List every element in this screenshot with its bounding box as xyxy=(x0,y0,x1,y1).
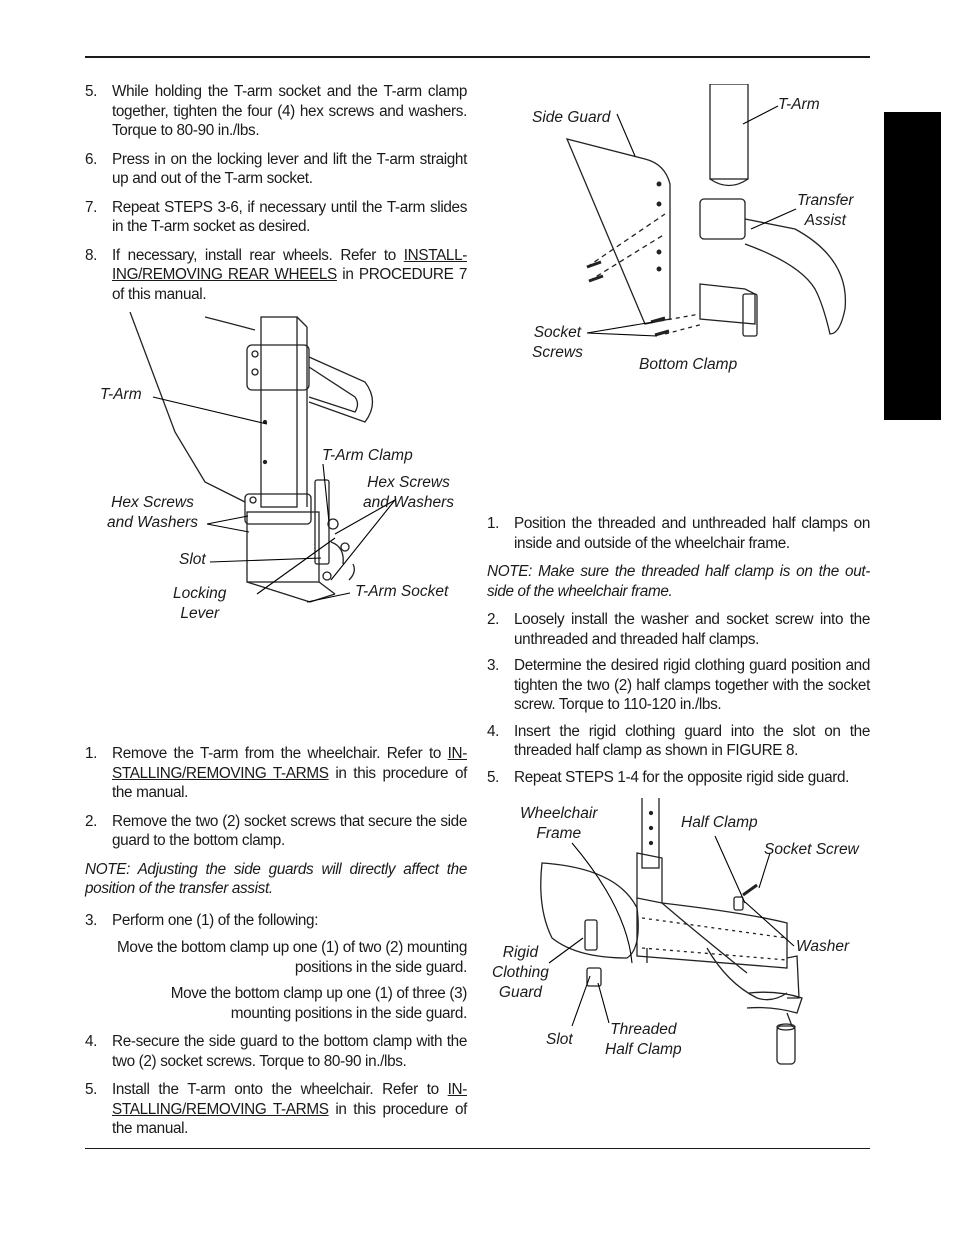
step-item xyxy=(85,1080,467,1139)
side-guard-adjust-steps xyxy=(85,744,467,1139)
rear-wheels-reference-link[interactable]: INSTALL-ING/REMOVING REAR WHEELS xyxy=(112,246,467,283)
step-number: 5. xyxy=(85,1081,98,1098)
step-number: 7. xyxy=(85,198,98,216)
label-socket-screw: Socket Screw xyxy=(764,841,859,858)
label-slot-clothing: Slot xyxy=(546,1031,573,1048)
section-side-tab xyxy=(884,112,941,420)
label-socket-screws: Socket Screws xyxy=(532,324,583,361)
bottom-rule xyxy=(85,1148,870,1149)
step-item xyxy=(85,150,467,189)
label-tarm: T-Arm xyxy=(100,386,142,403)
label-threaded-half-clamp: Threaded Half Clamp xyxy=(605,1021,682,1058)
option-text: Move the bottom clamp up one (1) of three (3) mounting positions in the side guard. xyxy=(170,985,467,1022)
clothing-guard-figure xyxy=(487,798,877,1083)
label-wheelchair-frame: Wheelchair Frame xyxy=(520,805,598,842)
side-guard-figure xyxy=(525,84,870,384)
tarms-reference-link[interactable]: IN-STALLING/REMOVING T-ARMS xyxy=(112,1081,467,1118)
step-text: Perform one (1) of the following: xyxy=(112,911,319,929)
label-slot: Slot xyxy=(179,551,206,568)
step-text: Press in on the locking lever and lift the T-arm straight up and out of the T-arm socket. xyxy=(112,150,467,187)
step-number: 3. xyxy=(85,911,98,929)
top-rule xyxy=(85,56,870,58)
step-item xyxy=(85,1032,467,1071)
label-tarm-socket: T-Arm Socket xyxy=(355,583,449,600)
label-tarm-top: T-Arm xyxy=(778,96,820,113)
label-locking-lever: Locking Lever xyxy=(173,585,227,622)
tarm-socket-figure xyxy=(95,312,475,642)
step-text: If necessary, install rear wheels. Refer to xyxy=(112,246,404,264)
step-number: 2. xyxy=(487,611,500,628)
step-text: Re-secure the side guard to the bottom clamp with the two (2) socket screws. Torque to 80-90 in./lbs. xyxy=(112,1033,467,1070)
label-hex-screws-right: Hex Screws and Washers xyxy=(363,474,455,511)
step-number: 4. xyxy=(487,722,500,740)
clothing-guard-steps xyxy=(487,514,870,787)
step-text: Loosely install the washer and socket screw into the unthreaded and threaded half clamps. xyxy=(514,611,870,648)
label-tarm-clamp: T-Arm Clamp xyxy=(322,447,413,464)
label-side-guard: Side Guard xyxy=(532,109,611,126)
step-text: Remove the T-arm from the wheelchair. Refer to xyxy=(112,745,448,762)
step-number: 5. xyxy=(487,768,500,786)
label-bottom-clamp: Bottom Clamp xyxy=(639,356,738,373)
label-hex-screws-left: Hex Screws and Washers xyxy=(107,494,199,531)
step-text: Repeat STEPS 3-6, if necessary until the T-arm slides in the T-arm socket as desired. xyxy=(112,198,467,235)
step-text: in this procedure of the manual. xyxy=(112,764,468,801)
step-item xyxy=(85,744,467,803)
step-text: in PROCEDURE 7 of this manual. xyxy=(112,266,468,303)
step-item xyxy=(85,198,467,237)
step-number: 1. xyxy=(487,515,500,532)
step-item xyxy=(85,82,467,141)
step-text: Insert the rigid clothing guard into the slot on the threaded half clamp as shown in FIGURE 8. xyxy=(514,722,870,759)
step-number: 1. xyxy=(85,745,98,762)
step-item xyxy=(487,656,870,715)
step-number: 8. xyxy=(85,246,98,264)
label-washer: Washer xyxy=(796,938,850,955)
step-item xyxy=(487,768,870,788)
step-number: 6. xyxy=(85,150,98,168)
step-item xyxy=(487,722,870,761)
step-text: Determine the desired rigid clothing guard position and tighten the two (2) half clamps together with the socket screw. Torque to 110-120 in./lbs. xyxy=(514,657,870,713)
step-item xyxy=(487,514,870,553)
step-item xyxy=(85,246,467,305)
step-text: Position the threaded and unthreaded half clamps on inside and outside of the wheelchair frame. xyxy=(514,515,870,552)
step-text: While holding the T-arm socket and the T-arm clamp together, tighten the four (4) hex screws and washers. Torque to 80-90 in./lbs. xyxy=(112,83,467,139)
tarm-install-steps xyxy=(85,82,467,304)
step-item xyxy=(85,812,467,851)
option-text: Move the bottom clamp up one (1) of two (2) mounting positions in the side guard. xyxy=(117,939,467,976)
step-item xyxy=(85,911,467,931)
step-item xyxy=(487,610,870,649)
step-text: Remove the two (2) socket screws that secure the side guard to the bottom clamp. xyxy=(112,812,467,849)
label-rigid-clothing-guard: Rigid Clothing Guard xyxy=(492,944,549,1001)
step-text: in this procedure of the manual. xyxy=(112,1100,468,1137)
note-text: NOTE: Make sure the threaded half clamp is on the out-side of the wheelchair frame. xyxy=(487,563,870,600)
step-text: Repeat STEPS 1-4 for the opposite rigid side guard. xyxy=(514,768,850,786)
tarms-reference-link[interactable]: IN-STALLING/REMOVING T-ARMS xyxy=(112,745,467,782)
step-number: 4. xyxy=(85,1033,98,1050)
label-half-clamp: Half Clamp xyxy=(681,814,758,831)
note-text: NOTE: Adjusting the side guards will directly affect the position of the transfer assist. xyxy=(85,860,467,897)
label-transfer-assist: Transfer Assist xyxy=(797,192,854,229)
step-text: Install the T-arm onto the wheelchair. Refer to xyxy=(112,1081,448,1098)
step-number: 5. xyxy=(85,83,98,100)
step-number: 2. xyxy=(85,812,98,830)
step-number: 3. xyxy=(487,657,500,674)
